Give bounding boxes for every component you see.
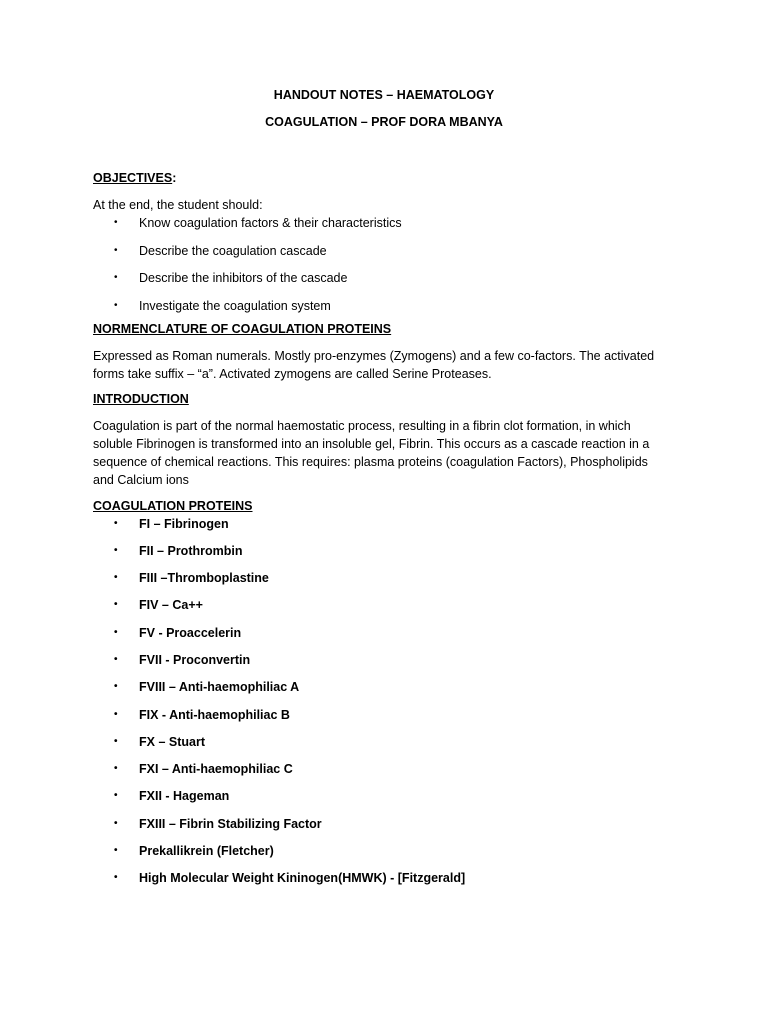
bullet-icon: • bbox=[114, 572, 118, 584]
protein-text: FVII - Proconvertin bbox=[139, 652, 251, 667]
list-item bbox=[93, 242, 683, 260]
list-item bbox=[93, 787, 683, 805]
objective-text: Know coagulation factors & their characteristics bbox=[139, 216, 402, 230]
list-item bbox=[93, 760, 683, 778]
protein-text: Prekallikrein (Fletcher) bbox=[139, 844, 274, 859]
bullet-icon: • bbox=[114, 708, 118, 720]
bullet-icon: • bbox=[114, 217, 118, 228]
coagulation-proteins-heading: COAGULATION PROTEINS bbox=[93, 498, 253, 513]
list-item bbox=[93, 733, 683, 751]
objectives-heading-colon: : bbox=[172, 171, 177, 185]
introduction-line: and Calcium ions bbox=[93, 472, 189, 487]
bullet-icon: • bbox=[114, 544, 118, 556]
list-item bbox=[93, 706, 683, 724]
protein-text: FXIII – Fibrin Stabilizing Factor bbox=[139, 816, 322, 831]
protein-text: FII – Prothrombin bbox=[139, 543, 243, 558]
coagulation-proteins-list bbox=[93, 515, 683, 888]
document-body bbox=[93, 169, 683, 887]
objectives-heading-line bbox=[93, 169, 683, 187]
protein-text: FVIII – Anti-haemophiliac A bbox=[139, 680, 300, 695]
bullet-icon: • bbox=[114, 817, 118, 829]
list-item bbox=[93, 869, 683, 887]
nomenclature-text bbox=[93, 347, 683, 383]
list-item bbox=[93, 297, 683, 315]
bullet-icon: • bbox=[114, 626, 118, 638]
document-title: HANDOUT NOTES – HAEMATOLOGY bbox=[273, 88, 495, 102]
list-item bbox=[93, 214, 683, 232]
list-item bbox=[93, 842, 683, 860]
bullet-icon: • bbox=[114, 653, 118, 665]
bullet-icon: • bbox=[114, 517, 118, 529]
objectives-intro: At the end, the student should: bbox=[93, 198, 263, 212]
objective-text: Describe the inhibitors of the cascade bbox=[139, 271, 348, 285]
list-item bbox=[93, 624, 683, 642]
bullet-icon: • bbox=[114, 244, 118, 256]
introduction-line: sequence of chemical reactions. This requires: plasma proteins (coagulation Factors), Phospholipids bbox=[93, 454, 648, 469]
objective-text: Investigate the coagulation system bbox=[139, 298, 331, 313]
introduction-line: Coagulation is part of the normal haemostatic process, resulting in a fibrin clot formation, in which bbox=[93, 418, 631, 433]
introduction-text bbox=[93, 417, 683, 489]
list-item bbox=[93, 569, 683, 587]
objectives-list bbox=[93, 214, 683, 315]
protein-text: FX – Stuart bbox=[139, 734, 205, 749]
protein-text: FIII –Thromboplastine bbox=[139, 571, 269, 586]
bullet-icon: • bbox=[114, 763, 118, 775]
protein-text: FIV – Ca++ bbox=[139, 598, 203, 613]
protein-text: FXI – Anti-haemophiliac C bbox=[139, 762, 293, 777]
protein-text: FIX - Anti-haemophiliac B bbox=[139, 707, 290, 722]
nomenclature-heading: NORMENCLATURE OF COAGULATION PROTEINS bbox=[93, 321, 392, 336]
bullet-icon: • bbox=[114, 599, 118, 611]
bullet-icon: • bbox=[114, 681, 118, 693]
bullet-icon: • bbox=[114, 272, 118, 283]
list-item bbox=[93, 269, 683, 287]
nomenclature-line: Expressed as Roman numerals. Mostly pro-enzymes (Zymogens) and a few co-factors. The activated bbox=[93, 348, 655, 363]
nomenclature-line: forms take suffix – “a”. Activated zymogens are called Serine Proteases. bbox=[93, 366, 492, 381]
list-item bbox=[93, 815, 683, 833]
objective-text: Describe the coagulation cascade bbox=[139, 243, 327, 258]
protein-text: FXII - Hageman bbox=[139, 789, 230, 804]
protein-text: FV - Proaccelerin bbox=[139, 625, 242, 640]
list-item bbox=[93, 678, 683, 696]
protein-text: FI – Fibrinogen bbox=[139, 516, 229, 531]
list-item bbox=[93, 515, 683, 533]
list-item bbox=[93, 651, 683, 669]
bullet-icon: • bbox=[114, 790, 118, 802]
objectives-heading: OBJECTIVES bbox=[93, 171, 173, 185]
list-item bbox=[93, 542, 683, 560]
protein-text: High Molecular Weight Kininogen(HMWK) - [Fitzgerald] bbox=[139, 871, 466, 886]
list-item bbox=[93, 596, 683, 614]
bullet-icon: • bbox=[114, 735, 118, 747]
bullet-icon: • bbox=[114, 872, 118, 884]
introduction-line: soluble Fibrinogen is transformed into an insoluble gel, Fibrin. This occurs as a cascade reaction in a bbox=[93, 436, 650, 451]
introduction-heading: INTRODUCTION bbox=[93, 391, 189, 406]
bullet-icon: • bbox=[114, 299, 118, 311]
bullet-icon: • bbox=[114, 845, 118, 857]
document-subtitle: COAGULATION – PROF DORA MBANYA bbox=[265, 115, 503, 129]
